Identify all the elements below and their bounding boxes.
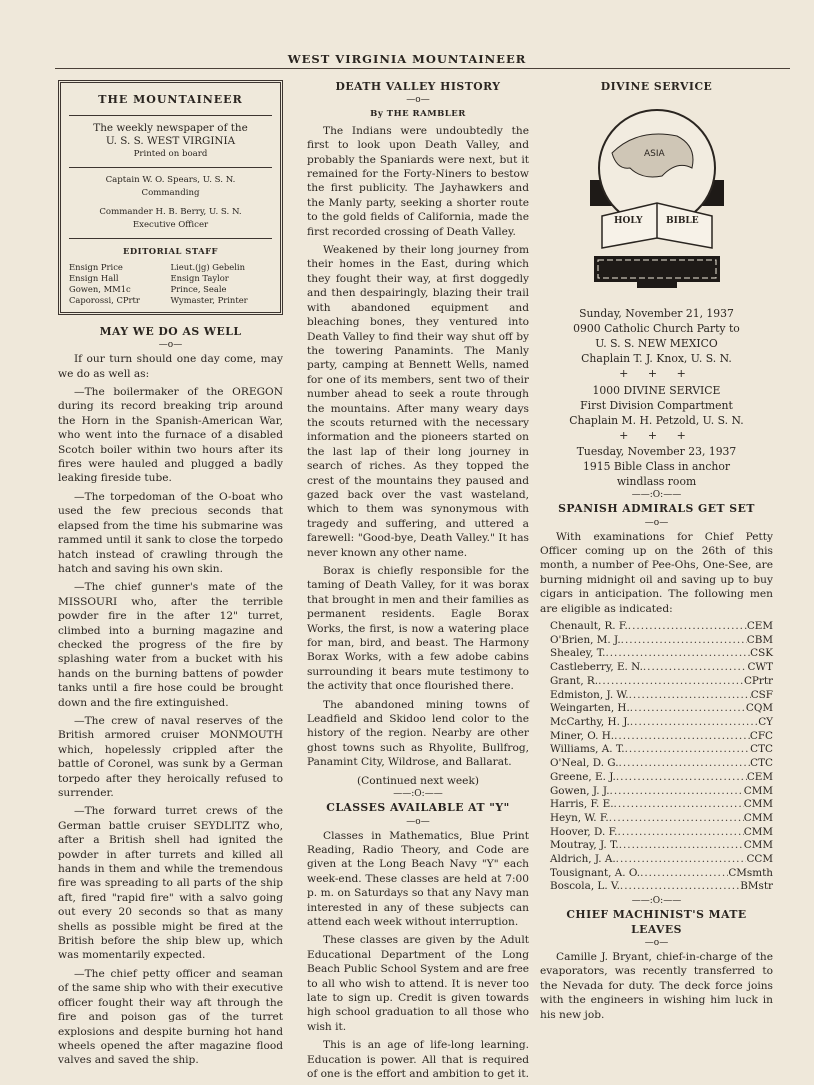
bible-label-left: HOLY (613, 216, 643, 227)
paragraph: The abandoned mining towns of Leadfield and Skidoo lend color to the history of the region. Nearby are other ghost towns such as Rhyolite, Bullfrog, Panamint City, Wildrose, and Ballarat. (307, 698, 529, 769)
bible-globe-emblem (582, 98, 732, 298)
leader-dots (619, 757, 751, 771)
roster-row (550, 798, 773, 812)
box-title: THE MOUNTAINEER (69, 89, 272, 116)
staff-member: Lieut.(jg) Gebelin (170, 261, 245, 272)
roster-rate: CBM (746, 633, 773, 646)
roster-rate: CMM (743, 811, 773, 824)
roster-row (550, 689, 773, 703)
service-line: 1915 Bible Class in anchor (582, 460, 731, 474)
roster-rate: CQM (745, 702, 773, 715)
column-2 (307, 80, 529, 1085)
separator: ——:O:—— (393, 789, 443, 800)
article-title-death-valley: DEATH VALLEY HISTORY (335, 80, 501, 93)
leader-dots (614, 730, 750, 744)
roster-row (550, 853, 773, 867)
separator: ——:O:—— (631, 896, 682, 907)
roster-rate: CY (758, 715, 773, 728)
roster-name: Chenault, R. F. (550, 620, 628, 633)
plus-divider: + + + (619, 428, 694, 442)
roster-name: O'Neal, D. G. (550, 757, 619, 770)
bible-label-right: BIBLE (665, 216, 699, 227)
leader-dots (605, 647, 750, 661)
paragraph: With examinations for Chief Petty Officer coming up on the 26th of this month, a number of Pee-Ohs, One-See, are burning midnight oil and saving up to buy cigars in anticipation. The following men are eligible as indicated: (540, 530, 773, 615)
paragraph: These classes are given by the Adult Educational Department of the Long Beach Public School System and are free to all who wish to attend. It is never too late to sign up. Credit is given towards high school graduation to all those who wish it. (307, 934, 529, 1033)
roster-rate: CTC (750, 757, 773, 770)
staff-member: Ensign Hall (69, 272, 119, 283)
service-line: U. S. S. NEW MEXICO (595, 337, 718, 351)
paragraph: —The chief petty officer and seaman of the same ship who with their executive officer fought their way aft through the fire and poison gas of the turret explosions and despite burning hot hand wheels opened the after magazine flood valves and saved the ship. (58, 967, 283, 1067)
roster-rate: CPrtr (743, 674, 773, 687)
roster-name: Edmiston, J. W. (550, 688, 629, 701)
separator: ——:O:—— (631, 490, 682, 501)
article-title-machinist: CHIEF MACHINIST'S MATE LEAVES (566, 908, 747, 936)
leader-dots (609, 812, 744, 826)
roster-rate: CEM (746, 620, 773, 633)
roster-name: Miner, O. H. (550, 729, 615, 742)
box-intro (69, 116, 272, 168)
roster-row (550, 743, 773, 757)
roster-rate: CFC (749, 729, 773, 742)
paragraph: This is an age of life-long learning. Education is power. All that is required of one is the effort and ambition to get it. (307, 1039, 529, 1080)
roster-name: Tousignant, A. O. (550, 866, 641, 879)
leader-dots (640, 867, 728, 881)
roster-row (550, 730, 773, 744)
leader-dots (620, 880, 740, 894)
paragraph: —The crew of naval reserves of the British armored cruiser MONMOUTH which, hopelessly crippled after the battle of Coronel, was sunk by a German torpedo after they heroically refused to surrender. (58, 714, 283, 799)
roster-name: Heyn, W. F. (550, 811, 609, 824)
article-title-divine-service: DIVINE SERVICE (600, 80, 713, 93)
column-3 (540, 80, 773, 1026)
staff-list (69, 262, 272, 306)
staff-member: Wymaster, Printer (170, 294, 248, 305)
roster-name: Moutray, J. T. (550, 839, 619, 852)
roster-name: O'Brien, M. J. (550, 633, 621, 646)
roster-name: Gowen, J. J. (550, 784, 610, 797)
staff-title: EDITORIAL STAFF (123, 246, 218, 257)
roster-list (550, 620, 773, 894)
roster-rate: CMM (743, 798, 773, 811)
leader-dots (628, 620, 747, 634)
globe-label: ASIA (643, 149, 665, 160)
leader-dots (614, 798, 744, 812)
roster-row (550, 661, 773, 675)
paragraph: Borax is chiefly responsible for the taming of Death Valley, for it was borax that brought in men and their families as permanent residents. Eagle Borax Works, the first, is now a watering place for man, bird, and beast. The Harmony Borax Works, with a few adobe cabins surrounding it bears mute testimony to the activity that once flourished there. (307, 565, 529, 693)
roster-name: Williams, A. T. (550, 743, 625, 756)
paragraph: Camille J. Bryant, chief-in-charge of the evaporators, was recently transferred to the Nevada for duty. The deck force joins with the engineers in wishing him luck in his new job. (540, 950, 773, 1021)
roster-rate: CMsmth (728, 866, 773, 879)
paragraph: —The forward turret crews of the German battle cruiser SEYDLITZ who, after a British shell had ignited the powder in after turrets and killed all hands in them and while the tremendous fire was spreading to all parts of the ship aft, fired "rapid fire" with a salvo going out every 20 seconds so that as many shells as possible might be fired at the British before the ship blew up, which was momentarily expected. (58, 805, 283, 962)
roster-rate: CSF (750, 688, 773, 701)
service-line: 0900 Catholic Church Party to (573, 322, 740, 336)
service-line: windlass room (616, 475, 697, 489)
staff-member: Ensign Price (69, 261, 123, 272)
roster-row (550, 675, 773, 689)
service-line: Sunday, November 21, 1937 (579, 307, 734, 321)
leader-dots (621, 634, 747, 648)
separator: —o— (644, 517, 669, 528)
roster-rate: CMM (743, 784, 773, 797)
roster-rate: CTC (750, 743, 773, 756)
roster-name: Weingarten, H. (550, 702, 630, 715)
column-1 (58, 80, 283, 1072)
article-title-classes: CLASSES AVAILABLE AT "Y" (326, 801, 510, 815)
leader-dots (610, 785, 744, 799)
byline: By THE RAMBLER (370, 109, 466, 120)
staff-member: Prince, Seale (170, 283, 227, 294)
leader-dots (617, 826, 743, 840)
article-title-may: MAY WE DO AS WELL (99, 324, 242, 338)
roster-name: Aldrich, J. A. (550, 853, 616, 866)
masthead-rule (55, 68, 790, 69)
roster-row (550, 647, 773, 661)
box-line1: The weekly newspaper of the (93, 122, 248, 135)
roster-row (550, 867, 773, 881)
service-line: First Division Compartment (580, 398, 733, 412)
roster-rate: CCM (746, 853, 773, 866)
roster-rate: CWT (747, 661, 773, 674)
pedestal-foot (637, 282, 677, 288)
captain: Captain W. O. Spears, U. S. N. (105, 175, 236, 186)
roster-name: McCarthy, H. J. (550, 715, 630, 728)
roster-name: Castleberry, E. N. (550, 661, 643, 674)
roster-row (550, 620, 773, 634)
commander: Commander H. B. Berry, U. S. N. (99, 207, 242, 218)
paragraph: —The torpedoman of the O-boat who used the few precious seconds that elapsed from the time his submarine was rammed until it sank to close the torpedo hatch instead of crawling through the hatch and saving his own skin. (58, 490, 283, 575)
roster-name: Hoover, D. F. (550, 825, 618, 838)
staff-member: Ensign Taylor (170, 272, 229, 283)
separator: —o— (406, 95, 430, 106)
roster-row (550, 634, 773, 648)
leader-dots (616, 853, 747, 867)
roster-name: Greene, E. J. (550, 770, 616, 783)
leader-dots (630, 716, 758, 730)
box-officers (69, 168, 272, 239)
roster-rate: CMM (743, 825, 773, 838)
paragraph: —The chief gunner's mate of the MISSOURI who, after the terrible powder fire in the after 12" turret, climbed into a burning magazine and checked the progress of the fire by splashing water from a bucket with his hands on the burning battens of powder tanks until a fire hose could be brought down and the fire extinguished. (58, 581, 283, 709)
leader-dots (625, 743, 751, 757)
roster-name: Grant, R. (550, 674, 599, 687)
continued-note: (Continued next week) (357, 774, 479, 787)
masthead-box (58, 80, 283, 315)
box-line3: Printed on board (133, 149, 208, 160)
leader-dots (616, 771, 747, 785)
staff-member: Caporossi, CPrtr (69, 294, 140, 305)
roster-row (550, 839, 773, 853)
service-line: Chaplain T. J. Knox, U. S. N. (581, 352, 732, 366)
roster-row (550, 880, 773, 894)
roster-row (550, 716, 773, 730)
paragraph: —The boilermaker of the OREGON during its record breaking trip around the Horn in the Spanish-American War, who went into the furnace of a disabled Scotch boiler within two hours after its fires were hauled and plugged a badly leaking fireside tube. (58, 386, 283, 485)
leader-dots (630, 702, 746, 716)
commander-role: Executive Officer (132, 220, 209, 231)
leader-dots (598, 675, 744, 689)
leader-dots (629, 689, 751, 703)
separator: —o— (158, 340, 183, 351)
paragraph: The Indians were undoubtedly the first to look upon Death Valley, and probably the Spaniards were next, but it remained for the Forty-Niners to bestow the first publicity. The Jayhawkers and the Manly party, seeking a shorter route to the gold fields of California, made the first recorded crossing of Death Valley. (307, 124, 529, 238)
paragraph: Weakened by their long journey from their homes in the East, during which they fought their way, at first doggedly and then despairingly, blazing their trail with abandoned equipment and bleaching bones, they ventured into Death Valley to find their way shut off by the towering Panamints. The Manly party, camping at Bennett Wells, named for one of its members, sent two of their number ahead to seek a route through the mountains. After many weary days the scouts returned with the necessary information and the pioneers started on the last lap of their long journey in search of riches. As they topped the crest of the mountains they paused and gazed back over the vast wasteland, which to them was synonymous with tragedy and suffering, and uttered a farewell: "Good-bye, Death Valley." It has never known any other name. (307, 244, 529, 559)
roster-row (550, 785, 773, 799)
service-line: Chaplain M. H. Petzold, U. S. N. (569, 413, 744, 427)
plus-divider: + + + (619, 367, 694, 381)
roster-rate: BMstr (740, 880, 773, 893)
roster-rate: CEM (746, 770, 773, 783)
captain-role: Commanding (141, 188, 200, 199)
roster-row (550, 826, 773, 840)
roster-row (550, 757, 773, 771)
service-line: Tuesday, November 23, 1937 (576, 445, 737, 459)
roster-row (550, 702, 773, 716)
paragraph: If our turn should one day come, may we do as well as: (58, 353, 283, 380)
roster-rate: CMM (743, 839, 773, 852)
leader-dots (619, 839, 744, 853)
article-title-admirals: SPANISH ADMIRALS GET SET (558, 502, 755, 516)
separator: —o— (406, 816, 430, 827)
service-line: 1000 DIVINE SERVICE (592, 383, 721, 397)
roster-name: Harris, F. E. (550, 798, 614, 811)
masthead: WEST VIRGINIA MOUNTAINEER (287, 52, 527, 66)
separator: —o— (644, 937, 669, 948)
roster-row (550, 771, 773, 785)
box-line2: U. S. S. WEST VIRGINIA (105, 135, 236, 148)
roster-row (550, 812, 773, 826)
roster-name: Boscola, L. V. (550, 880, 620, 893)
leader-dots (643, 661, 748, 675)
roster-name: Shealey, T. (550, 647, 606, 660)
staff-member: Gowen, MM1c (69, 283, 131, 294)
roster-rate: CSK (750, 647, 773, 660)
paragraph: Classes in Mathematics, Blue Print Reading, Radio Theory, and Code are given at the Long Beach Navy "Y" each week-end. These classes are held at 7:00 p. m. on Saturdays so that any Navy man interested in any of these subjects can attend each week without interruption. (307, 829, 529, 928)
